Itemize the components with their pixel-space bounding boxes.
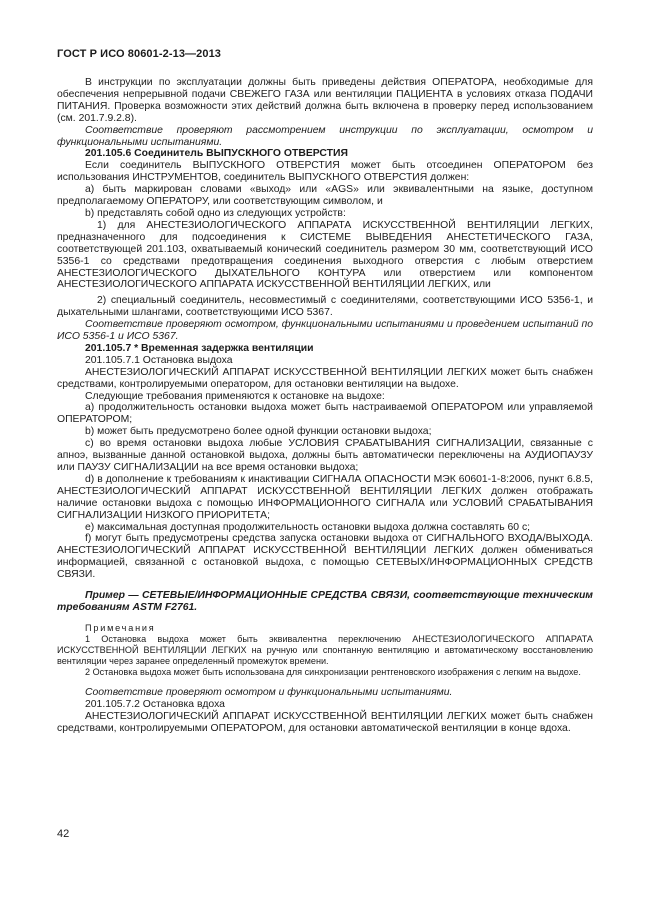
paragraph: а) быть маркирован словами «выход» или «AGS» или эквивалентными на языке, доступном предполагаемому ОПЕРАТОРУ, или соответствующим символом, и [57,184,593,208]
note-paragraph: 1 Остановка выдоха может быть эквивалентна переключению АНЕСТЕЗИОЛОГИЧЕСКОГО АППАРАТА ИСКУССТВЕННОЙ ВЕНТИЛЯЦИИ ЛЕГКИХ на ручную или спонтанную вентиляцию и автоматическому восстановлению вентиляции через заранее определенный промежуток времени. [57,633,593,667]
note-paragraph: Примечания [85,622,156,633]
paragraph: Пример — СЕТЕВЫЕ/ИНФОРМАЦИОННЫЕ СРЕДСТВА СВЯЗИ, соответствующие техническим требованиям ASTM F2761. [57,590,593,613]
paragraph: АНЕСТЕЗИОЛОГИЧЕСКИЙ АППАРАТ ИСКУССТВЕННОЙ ВЕНТИЛЯЦИИ ЛЕГКИХ может быть снабжен средствами, контролируемыми оператором, для остановки вентиляции на выдохе. [57,366,593,390]
note-paragraph: 2 Остановка выдоха может быть использована для синхронизации рентгеновского изображения с легким на выдохе. [85,667,581,678]
section-heading: 201.105.7 * Временная задержка вентиляции [85,342,314,354]
document-header: ГОСТ Р ИСО 80601-2-13—2013 [57,48,222,60]
paragraph: с) во время остановки выдоха любые УСЛОВИЯ СРАБАТЫВАНИЯ СИГНАЛИЗАЦИИ, связанные с апноэ, вызванные данной остановкой выдоха, должны быть автоматически переключены на АУДИОПАУЗУ или ПАУЗУ СИГНАЛИЗАЦИИ на все время остановки выдоха; [57,438,593,473]
paragraph: 201.105.7.2 Остановка вдоха [85,699,225,711]
paragraph: а) продолжительность остановки выдоха может быть настраиваемой ОПЕРАТОРОМ или управляемой ОПЕРАТОРОМ; [57,402,593,426]
paragraph: b) представлять собой одно из следующих устройств: [85,207,346,219]
document-body [57,77,593,735]
paragraph: 2) специальный соединитель, несовместимый с соединителями, соответствующими ИСО 5356-1, и дыхательными шлангами, соответствующими ИСО 5367. [57,295,593,319]
page-number: 42 [57,828,70,840]
paragraph: d) в дополнение к требованиям к инактивации СИГНАЛА ОПАСНОСТИ МЭК 60601-1-8:2006, пункт 6.8.5, АНЕСТЕЗИОЛОГИЧЕСКИЙ АППАРАТ ИСКУССТВЕННОЙ ВЕНТИЛЯЦИИ ЛЕГКИХ должен отображать наличие остановки выдоха с помощью ИНФОРМАЦИОННОГО СИГНАЛА или УСЛОВИЙ СРАБАТЫВАНИЯ СИГНАЛИЗАЦИИ НИЗКОГО ПРИОРИТЕТА; [57,473,593,521]
paragraph: f) могут быть предусмотрены средства запуска остановки выдоха от СИГНАЛЬНОГО ВХОДА/ВЫХОДА. АНЕСТЕЗИОЛОГИЧЕСКИЙ АППАРАТ ИСКУССТВЕННОЙ ВЕНТИЛЯЦИИ ЛЕГКИХ должен обмениваться информацией, связанной с остановкой выдоха, с помощью СЕТЕВЫХ/ИНФОРМАЦИОННЫХ СРЕДСТВ СВЯЗИ. [57,533,593,581]
paragraph: Следующие требования применяются к остановке на выдохе: [85,390,385,402]
paragraph: В инструкции по эксплуатации должны быть приведены действия ОПЕРАТОРА, необходимые для обеспечения непрерывной подачи СВЕЖЕГО ГАЗА или вентиляции ПАЦИЕНТА в условиях отказа ПОДАЧИ ПИТАНИЯ. Проверка возможности этих действий должна быть включена в проверку перед использованием (см. 201.7.9.2.8). [57,77,593,124]
paragraph: 201.105.7.1 Остановка выдоха [85,354,233,366]
paragraph: Соответствие проверяют рассмотрением инструкции по эксплуатации, осмотром и функциональными испытаниями. [57,124,593,148]
paragraph: АНЕСТЕЗИОЛОГИЧЕСКИЙ АППАРАТ ИСКУССТВЕННОЙ ВЕНТИЛЯЦИИ ЛЕГКИХ может быть снабжен средствами, контролируемыми ОПЕРАТОРОМ, для остановки автоматической вентиляции в конце вдоха. [57,711,593,735]
paragraph: b) может быть предусмотрено более одной функции остановки выдоха; [85,426,432,438]
paragraph: 1) для АНЕСТЕЗИОЛОГИЧЕСКОГО АППАРАТА ИСКУССТВЕННОЙ ВЕНТИЛЯЦИИ ЛЕГКИХ, предназначенного для подсоединения к СИСТЕМЕ ВЫВЕДЕНИЯ АНЕСТЕТИЧЕСКОГО ГАЗА, соответствующей 201.103, охватываемый конический соединитель размером 30 мм, соответствующий ИСО 5356-1 со средствами предотвращения соединения выходного отверстия с любым отверстием АНЕСТЕЗИОЛОГИЧЕСКОГО ДЫХАТЕЛЬНОГО КОНТУРА или отверстием или компонентом АНЕСТЕЗИОЛОГИЧЕСКОГО АППАРАТА ИСКУССТВЕННОЙ ВЕНТИЛЯЦИИ ЛЕГКИХ, или [57,219,593,291]
section-heading: 201.105.6 Соединитель ВЫПУСКНОГО ОТВЕРСТИЯ [85,148,348,160]
paragraph: Соответствие проверяют осмотром, функциональными испытаниями и проведением испытаний по ИСО 5356-1 и ИСО 5367. [57,319,593,343]
paragraph: Соответствие проверяют осмотром и функциональными испытаниями. [85,687,453,699]
paragraph: е) максимальная доступная продолжительность остановки выдоха должна составлять 60 с; [85,521,531,533]
paragraph: Если соединитель ВЫПУСКНОГО ОТВЕРСТИЯ может быть отсоединен ОПЕРАТОРОМ без использования ИНСТРУМЕНТОВ, соединитель ВЫПУСКНОГО ОТВЕРСТИЯ должен: [57,160,593,184]
